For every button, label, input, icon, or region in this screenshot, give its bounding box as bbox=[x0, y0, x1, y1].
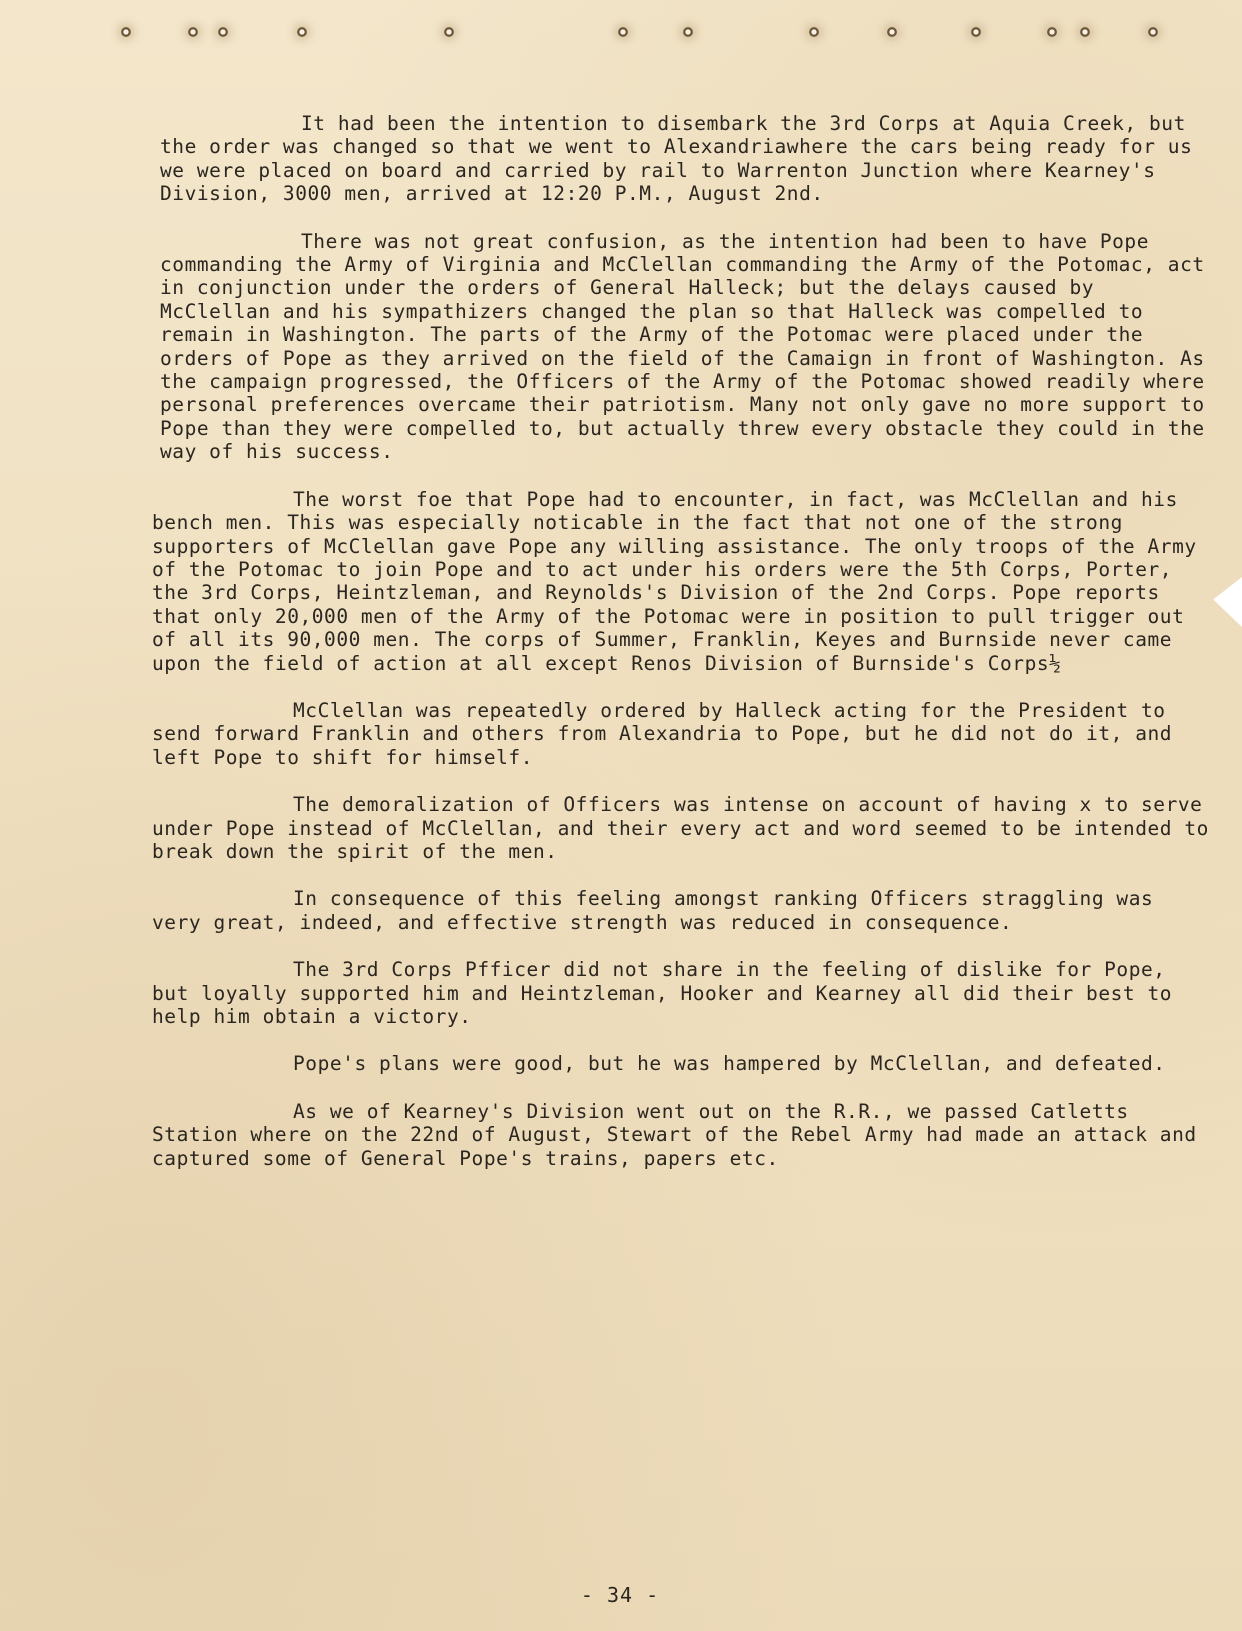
paragraph-5: The demoralization of Officers was intense on account of having x to serve under Pope instead of McClellan, and their every act and word seemed to be intended to break down the spirit of the men. bbox=[152, 793, 1209, 863]
paragraph-4: McClellan was repeatedly ordered by Halleck acting for the President to send forward Franklin and others from Alexandria to Pope, but he did not do it, and left Pope to shift for himself. bbox=[152, 698, 1173, 769]
binder-hole bbox=[1148, 27, 1158, 37]
paragraph-1: It had been the intention to disembark the 3rd Corps at Aquia Creek, but the order was changed so that we went to Alexandriawhere the cars being ready for us we were placed on board and carried by rail to Warrenton Junction where Kearney's Division, 3000 men, arrived at 12:20 P.M., August 2nd. bbox=[160, 112, 1193, 206]
binder-hole bbox=[444, 27, 454, 37]
binder-hole bbox=[1080, 27, 1090, 37]
binder-hole bbox=[971, 27, 981, 37]
binder-hole bbox=[188, 27, 198, 37]
paragraph-7: The 3rd Corps Pfficer did not share in the feeling of dislike for Pope, but loyally supported him and Heintzleman, Hooker and Kearney all did their best to help him obtain a victory. bbox=[152, 958, 1173, 1028]
paragraph-9: As we of Kearney's Division went out on the R.R., we passed Catletts Station where on the 22nd of August, Stewart of the Rebel Army had made an attack and captured some of General Pope's trains, papers etc. bbox=[152, 1099, 1197, 1170]
binder-hole bbox=[121, 27, 131, 37]
binder-hole bbox=[887, 27, 897, 37]
paragraph-6: In consequence of this feeling amongst ranking Officers straggling was very great, indeed, and effective strength was reduced in consequence. bbox=[152, 887, 1154, 934]
paragraph-2: There was not great confusion, as the intention had been to have Pope commanding the Army of Virginia and McClellan commanding the Army of the Potomac, act in conjunction under the orders of General Halleck; but the delays caused by McClellan and his sympathizers changed the plan so that Halleck was compelled to remain in Washington. The parts of the Army of the Potomac were placed under the orders of Pope as they arrived on the field of the Camaign in front of Washington. As the campaign progressed, the Officers of the Army of the Potomac showed readily where personal preferences overcame their patriotism. Many not only gave no more support to Pope than they were compelled to, but actually threw every obstacle they could in the way of his success. bbox=[160, 229, 1205, 464]
binder-hole bbox=[218, 27, 228, 37]
page-number: - 34 - bbox=[580, 1583, 660, 1607]
binder-hole bbox=[618, 27, 628, 37]
binder-hole bbox=[297, 27, 307, 37]
binder-hole bbox=[1047, 27, 1057, 37]
paragraph-3: The worst foe that Pope had to encounter, in fact, was McClellan and his bench men. This was especially noticable in the fact that not one of the strong supporters of McClellan gave Pope any willing assistance. The only troops of the Army of the Potomac to join Pope and to act under his orders were the 5th Corps, Porter, the 3rd Corps, Heintzleman, and Reynolds's Division of the 2nd Corps. Pope reports that only 20,000 men of the Army of the Potomac were in position to pull trigger out of all its 90,000 men. The corps of Summer, Franklin, Keyes and Burnside never came upon the field of action at all except Renos Division of Burnside's Corps½ bbox=[152, 487, 1197, 675]
typed-text-body bbox=[152, 112, 1210, 1194]
binder-hole bbox=[683, 27, 693, 37]
binder-hole bbox=[809, 27, 819, 37]
paragraph-8: Pope's plans were good, but he was hampered by McClellan, and defeated. bbox=[293, 1052, 1166, 1076]
torn-edge bbox=[1206, 577, 1242, 627]
